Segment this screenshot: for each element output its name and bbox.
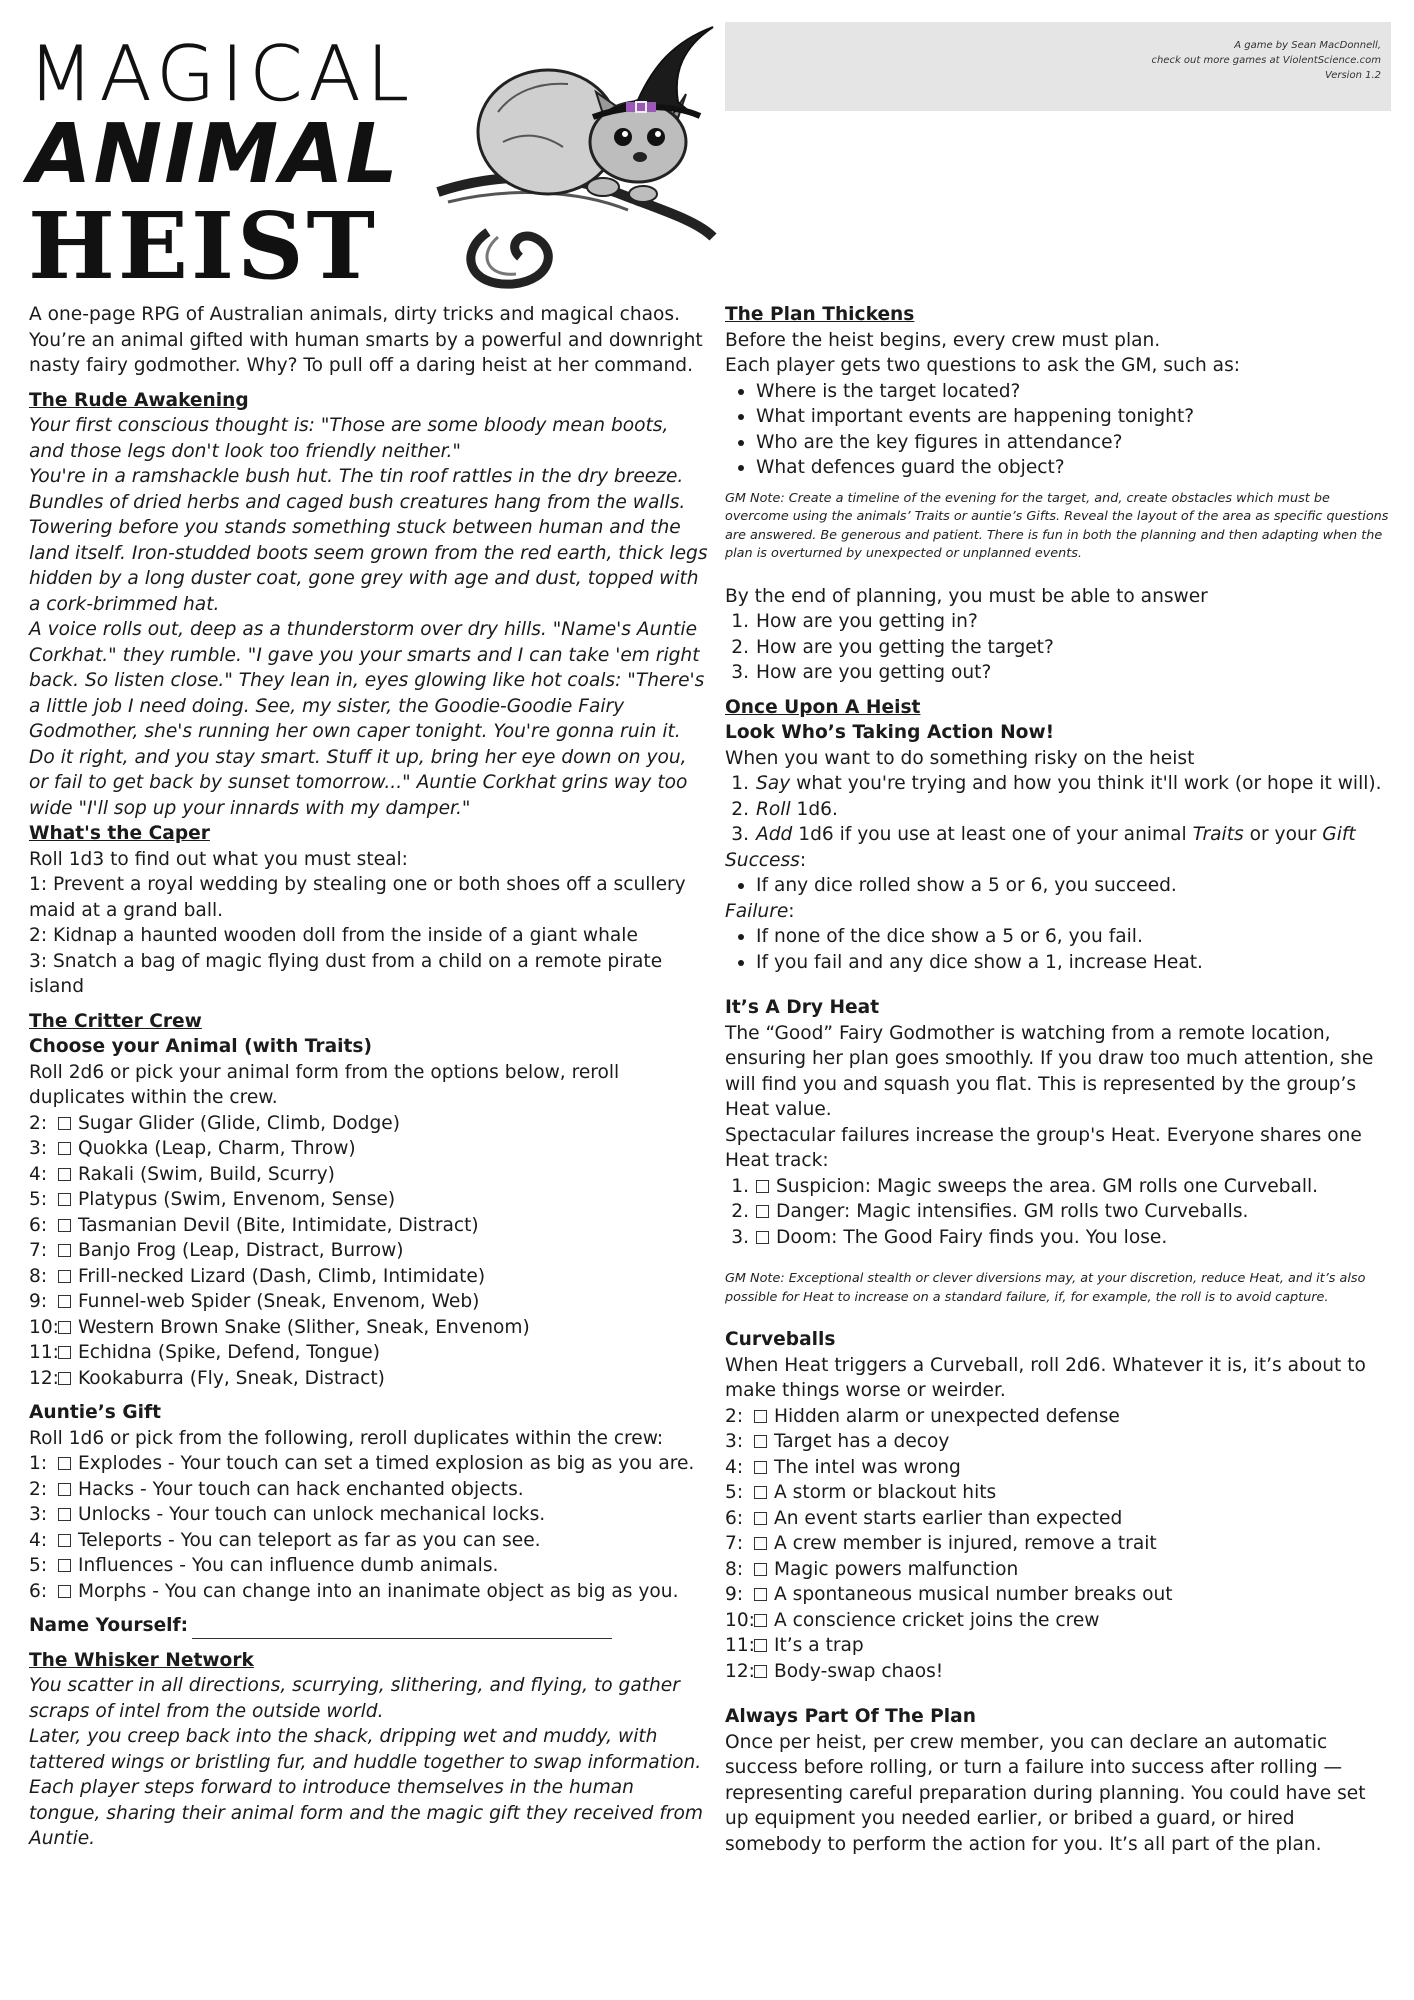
curveball-option	[725, 1480, 1395, 1506]
critter-crew-subheading: Choose your Animal (with Traits)	[29, 1036, 372, 1057]
item-text: How are you getting in?	[756, 611, 978, 632]
step-text: 1d6 if you use at least one of your animal	[792, 824, 1193, 845]
animal-option	[29, 1136, 709, 1162]
option-text: Banjo Frog (Leap, Distract, Burrow)	[78, 1240, 404, 1261]
auntie-gift-intro: Roll 1d6 or pick from the following, reroll duplicates within the crew:	[29, 1427, 664, 1449]
caper-intro: Roll 1d3 to find out what you must steal:	[29, 848, 408, 870]
failure-list	[725, 924, 1395, 975]
item-number: 1.	[731, 773, 749, 794]
section-critter-crew-heading: The Critter Crew	[29, 1010, 202, 1032]
checkbox[interactable]	[754, 1486, 767, 1499]
checkbox[interactable]	[754, 1410, 767, 1423]
option-text: Influences - You can influence dumb animals.	[78, 1555, 499, 1576]
checkbox[interactable]	[756, 1180, 769, 1193]
animal-option	[29, 1238, 709, 1264]
credit-box	[725, 22, 1391, 111]
option-text: A crew member is injured, remove a trait	[774, 1533, 1157, 1554]
item-text: Suspicion: Magic sweeps the area. GM rolls one Curveball.	[776, 1175, 1319, 1197]
option-number: 10:	[725, 1609, 755, 1631]
title-magical: MAGICAL	[28, 29, 415, 118]
curveballs-heading: Curveballs	[725, 1329, 836, 1350]
option-number: 12:	[29, 1367, 59, 1389]
curveball-option	[725, 1557, 1395, 1583]
option-text: A conscience cricket joins the crew	[774, 1609, 1100, 1631]
list-item	[725, 635, 1395, 661]
list-item: What important events are happening tonight?	[756, 404, 1395, 430]
success-label: Success	[725, 849, 800, 871]
curveball-option	[725, 1633, 1395, 1659]
gift-option	[29, 1477, 709, 1503]
checkbox[interactable]	[58, 1295, 71, 1308]
animal-options-list	[29, 1111, 709, 1392]
option-number: 11:	[29, 1342, 59, 1363]
section-rude-awakening-heading: The Rude Awakening	[29, 389, 249, 411]
option-number: 7:	[725, 1533, 744, 1554]
item-number: 3.	[731, 1226, 749, 1248]
list-item: If you fail and any dice show a 1, increase Heat.	[756, 950, 1395, 976]
gm-note-planning: GM Note: Create a timeline of the evening for the target, and, create obstacles which must be overcome using the animals’ Traits or auntie’s Gifts. Reveal the layout of the area as specific questions are answered. Be generous and patient. There is fun in both the planning and then adapting when the plan is overturned by unexpected or unplanned events.	[725, 490, 1389, 561]
list-item	[725, 797, 1395, 823]
animal-option	[29, 1289, 709, 1315]
gift-options-list	[29, 1451, 709, 1604]
name-yourself-label: Name Yourself:	[29, 1615, 189, 1636]
heat-track-item	[725, 1199, 1395, 1225]
step-verb: Add	[756, 824, 793, 845]
name-input-line[interactable]	[192, 1618, 612, 1639]
checkbox[interactable]	[754, 1435, 767, 1448]
list-item	[725, 822, 1395, 848]
option-number: 9:	[29, 1291, 48, 1312]
checkbox[interactable]	[754, 1588, 767, 1601]
gift-option	[29, 1502, 709, 1528]
step-text: or your	[1243, 824, 1323, 845]
checkbox[interactable]	[754, 1563, 767, 1576]
item-number: 2.	[731, 798, 749, 820]
awakening-paragraph-1: Your first conscious thought is: "Those are some bloody mean boots, and those legs don't look too friendly neither."	[29, 415, 669, 462]
checkbox[interactable]	[58, 1534, 71, 1547]
plan-paragraph-1: Before the heist begins, every crew must plan.	[725, 329, 1161, 351]
plan-end-list	[725, 609, 1395, 686]
curveballs-intro: When Heat triggers a Curveball, roll 2d6. Whatever it is, it’s about to make things worse or weirder.	[725, 1354, 1366, 1401]
list-item	[725, 771, 1395, 797]
section-caper-heading: What's the Caper	[29, 823, 210, 844]
option-number: 11:	[725, 1635, 755, 1656]
item-number: 3.	[731, 662, 749, 683]
success-list	[725, 873, 1395, 899]
option-text: A storm or blackout hits	[774, 1482, 997, 1503]
curveball-option	[725, 1608, 1395, 1634]
step-gift: Gift	[1322, 824, 1356, 845]
option-text: Morphs - You can change into an inanimate object as big as you.	[78, 1580, 679, 1602]
option-text: Frill-necked Lizard (Dash, Climb, Intimidate)	[78, 1265, 486, 1287]
checkbox[interactable]	[58, 1244, 71, 1257]
option-text: Hacks - Your touch can hack enchanted objects.	[78, 1478, 524, 1500]
checkbox[interactable]	[58, 1193, 71, 1206]
whisker-paragraph-3: Each player steps forward to introduce themselves in the human tongue, sharing their animal form and the magic gift they received from Auntie.	[29, 1777, 704, 1849]
checkbox[interactable]	[58, 1346, 71, 1359]
checkbox[interactable]	[58, 1483, 71, 1496]
option-text: Unlocks - Your touch can unlock mechanical locks.	[78, 1504, 546, 1525]
heist-steps-list	[725, 771, 1395, 848]
list-item: If any dice rolled show a 5 or 6, you succeed.	[756, 873, 1395, 899]
checkbox[interactable]	[756, 1231, 769, 1244]
item-text: Danger: Magic intensifies. GM rolls two Curveballs.	[776, 1201, 1249, 1222]
heat-track-item	[725, 1174, 1395, 1200]
animal-option	[29, 1111, 709, 1137]
option-text: Target has a decoy	[774, 1431, 950, 1452]
heat-track-item	[725, 1225, 1395, 1251]
list-item	[725, 660, 1395, 686]
option-text: Funnel-web Spider (Sneak, Envenom, Web)	[78, 1291, 480, 1312]
checkbox[interactable]	[58, 1321, 71, 1334]
section-whisker-network-heading: The Whisker Network	[29, 1649, 254, 1671]
item-number: 1.	[731, 611, 749, 632]
step-text: 1d6.	[790, 798, 838, 820]
credit-author: A game by Sean MacDonnell,	[1234, 40, 1381, 51]
list-item: What defences guard the object?	[756, 455, 1395, 481]
option-number: 6:	[29, 1580, 48, 1602]
curveball-option	[725, 1506, 1395, 1532]
checkbox[interactable]	[58, 1219, 71, 1232]
option-number: 2:	[725, 1405, 744, 1427]
animal-option	[29, 1213, 709, 1239]
option-text: It’s a trap	[774, 1635, 864, 1656]
option-text: Kookaburra (Fly, Sneak, Distract)	[78, 1367, 385, 1389]
gift-option	[29, 1553, 709, 1579]
option-number: 1:	[29, 1453, 48, 1474]
option-text: Western Brown Snake (Slither, Sneak, Envenom)	[78, 1316, 530, 1338]
list-item: Who are the key figures in attendance?	[756, 430, 1395, 456]
checkbox[interactable]	[58, 1508, 71, 1521]
heat-track-list	[725, 1174, 1395, 1251]
option-number: 5:	[725, 1482, 744, 1503]
possum-witch-hat-icon	[428, 22, 718, 292]
gift-option	[29, 1528, 709, 1554]
list-item: Where is the target located?	[756, 379, 1395, 405]
option-number: 10:	[29, 1316, 59, 1338]
dry-heat-paragraph-1: The “Good” Fairy Godmother is watching from a remote location, ensuring her plan goes smoothly. If you draw too much attention, she will find you and squash you flat. This is represented by the group’s Heat value.	[725, 1022, 1374, 1120]
dry-heat-paragraph-2: Spectacular failures increase the group's Heat. Everyone shares one Heat track:	[725, 1124, 1362, 1171]
curveball-option	[725, 1531, 1395, 1557]
option-text: Quokka (Leap, Charm, Throw)	[78, 1138, 356, 1159]
option-number: 4:	[725, 1456, 744, 1478]
dry-heat-heading: It’s A Dry Heat	[725, 997, 880, 1018]
caper-item: 2: Kidnap a haunted wooden doll from the inside of a giant whale	[29, 925, 638, 946]
item-number: 2.	[731, 1201, 749, 1222]
option-number: 6:	[725, 1507, 744, 1529]
option-text: Sugar Glider (Glide, Climb, Dodge)	[78, 1112, 400, 1134]
section-once-upon-heist-heading: Once Upon A Heist	[725, 696, 921, 718]
credit-version: Version 1.2	[1324, 70, 1381, 81]
curveball-option	[725, 1404, 1395, 1430]
option-number: 2:	[29, 1112, 48, 1134]
always-part-heading: Always Part Of The Plan	[725, 1706, 976, 1727]
list-item	[725, 609, 1395, 635]
option-number: 12:	[725, 1660, 755, 1682]
checkbox[interactable]	[754, 1665, 767, 1678]
option-text: Hidden alarm or unexpected defense	[774, 1405, 1120, 1427]
option-text: Rakali (Swim, Build, Scurry)	[78, 1163, 335, 1185]
checkbox[interactable]	[58, 1457, 71, 1470]
plan-questions-list	[725, 379, 1395, 481]
animal-option	[29, 1162, 709, 1188]
step-verb: Say	[756, 773, 791, 794]
curveball-option	[725, 1429, 1395, 1455]
animal-option	[29, 1366, 709, 1392]
checkbox[interactable]	[58, 1372, 71, 1385]
option-number: 3:	[725, 1431, 744, 1452]
option-number: 8:	[29, 1265, 48, 1287]
option-text: Tasmanian Devil (Bite, Intimidate, Distract)	[78, 1214, 479, 1236]
option-text: Explodes - Your touch can set a timed explosion as big as you are.	[78, 1453, 695, 1474]
checkbox[interactable]	[58, 1270, 71, 1283]
checkbox[interactable]	[754, 1614, 767, 1627]
option-text: The intel was wrong	[774, 1456, 961, 1478]
animal-option	[29, 1264, 709, 1290]
heist-subheading: Look Who’s Taking Action Now!	[725, 722, 1055, 743]
checkbox[interactable]	[756, 1205, 769, 1218]
step-text: what you're trying and how you think it'll work (or hope it will).	[790, 773, 1382, 794]
option-number: 9:	[725, 1584, 744, 1605]
item-number: 1.	[731, 1175, 749, 1197]
failure-label: Failure	[725, 900, 789, 922]
option-text: An event starts earlier than expected	[774, 1507, 1123, 1529]
checkbox[interactable]	[58, 1168, 71, 1181]
option-number: 8:	[725, 1558, 744, 1580]
option-number: 6:	[29, 1214, 48, 1236]
animal-option	[29, 1340, 709, 1366]
left-column	[29, 302, 709, 1852]
plan-end-intro: By the end of planning, you must be able to answer	[725, 585, 1208, 607]
option-number: 4:	[29, 1529, 48, 1551]
item-text: How are you getting the target?	[756, 636, 1054, 658]
curveball-option	[725, 1659, 1395, 1685]
title-animal: ANIMAL	[28, 107, 400, 202]
credit-website: check out more games at ViolentScience.com	[1151, 55, 1381, 66]
option-number: 3:	[29, 1138, 48, 1159]
awakening-paragraph-2: You're in a ramshackle bush hut. The tin roof rattles in the dry breeze. Bundles of dried herbs and caged bush creatures hang from the walls. Towering before you stands something stuck between human and the land itself. Iron-studded boots seem grown from the red earth, thick legs hidden by a long duster coat, gone grey with age and dust, topped with a cork-brimmed hat.	[29, 466, 708, 615]
gm-note-heat: GM Note: Exceptional stealth or clever diversions may, at your discretion, reduce Heat, and it’s also possible for Heat to increase on a standard failure, if, for example, the roll is to avoid capture.	[725, 1271, 1366, 1305]
option-number: 5:	[29, 1189, 48, 1210]
option-text: Magic powers malfunction	[774, 1558, 1019, 1580]
checkbox[interactable]	[754, 1639, 767, 1652]
checkbox[interactable]	[58, 1559, 71, 1572]
option-number: 7:	[29, 1240, 48, 1261]
gift-option	[29, 1579, 709, 1605]
title-heist: HEIST	[28, 192, 378, 300]
option-text: Teleports - You can teleport as far as you can see.	[78, 1529, 541, 1551]
list-item: If none of the dice show a 5 or 6, you fail.	[756, 924, 1395, 950]
curveball-option	[725, 1582, 1395, 1608]
animal-option	[29, 1315, 709, 1341]
checkbox[interactable]	[754, 1512, 767, 1525]
animal-option	[29, 1187, 709, 1213]
section-plan-thickens-heading: The Plan Thickens	[725, 304, 915, 325]
step-traits: Traits	[1192, 824, 1244, 845]
option-text: A spontaneous musical number breaks out	[774, 1584, 1173, 1605]
caper-item: 3: Snatch a bag of magic flying dust from a child on a remote pirate island	[29, 950, 663, 997]
caper-item: 1: Prevent a royal wedding by stealing one or both shoes off a scullery maid at a grand ball.	[29, 874, 686, 921]
heist-intro: When you want to do something risky on the heist	[725, 747, 1195, 769]
item-number: 3.	[731, 824, 749, 845]
whisker-paragraph-2: Later, you creep back into the shack, dripping wet and muddy, with tattered wings or bristling fur, and huddle together to swap information.	[29, 1726, 702, 1773]
plan-paragraph-2: Each player gets two questions to ask the GM, such as:	[725, 355, 1241, 376]
option-text: Body-swap chaos!	[774, 1660, 944, 1682]
item-number: 2.	[731, 636, 749, 658]
step-verb: Roll	[756, 798, 791, 820]
option-text: Echidna (Spike, Defend, Tongue)	[78, 1342, 380, 1363]
checkbox[interactable]	[754, 1461, 767, 1474]
auntie-gift-heading: Auntie’s Gift	[29, 1402, 161, 1423]
item-text: How are you getting out?	[756, 662, 992, 683]
checkbox[interactable]	[754, 1537, 767, 1550]
always-part-paragraph: Once per heist, per crew member, you can declare an automatic success before rolling, or turn a failure into success after rolling — representing careful preparation during planning. You could have set up equipment you needed earlier, or bribed a guard, or hired somebody to perform the action for you. It’s all part of the plan.	[725, 1731, 1366, 1855]
option-number: 2:	[29, 1478, 48, 1500]
awakening-paragraph-3: A voice rolls out, deep as a thunderstorm over dry hills. "Name's Auntie Corkhat." they rumble. "I gave you your smarts and I can take 'em right back. So listen close." They lean in, eyes glowing like hot coals: "There's a little job I need doing. See, my sister, the Goodie-Goodie Fairy Godmother, she's running her own caper tonight. You're gonna ruin it. Do it right, and you stay smart. Stuff it up, bring her eye down on you, or fail to get back by sunset tomorrow..." Auntie Corkhat grins way too wide "I'll sop up your innards with my damper."	[29, 619, 705, 819]
whisker-paragraph-1: You scatter in all directions, scurrying, slithering, and flying, to gather scraps of intel from the outside world.	[29, 1675, 680, 1722]
option-text: Platypus (Swim, Envenom, Sense)	[78, 1189, 396, 1210]
checkbox[interactable]	[58, 1142, 71, 1155]
curveball-options-list	[725, 1404, 1395, 1685]
option-number: 4:	[29, 1163, 48, 1185]
right-column: The Plan Thickens Before the heist begins, every crew must plan. Each player gets two questions to ask the GM, such as: Where is the target located? What important events are happening tonight? Who are the key figures in attendance? What defences guard the object? GM Note: Create a timeline of the evening for the target, and, create obstacles which must be overcome using the animals’ Traits or auntie’s Gifts. Reveal the layout of the area as specific questions are answered. Be generous and patient. There is fun in both the planning and then adapting when the plan is overturned by unexpected or unplanned events. By the end of planning, you must be able to answer 1. How are you getting in? 2. How are you getting the target? 3. How are you getting out? Once Upon A Heist Look Who’s Taking Action Now! When you want to do something risky on the heist 1. Say what you're trying and how you think it'll work (or hope it will). 2. Roll 1d6. 3. Add 1d6 if you use at least one of your animal Traits or your Gift Success: If any dice rolled show a 5 or 6, you succeed. Failure: If none of the dice show a 5 or 6, you fail. If you fail and any dice show a 1, increase Heat. It’s A Dry Heat The “Good” Fairy Godmother is watching from a remote location, ensuring her plan goes smoothly. If you draw too much attention, she will find you and squash you flat. This is represented by the group’s Heat value. Spectacular failures increase the group's Heat. Everyone shares one Heat track: 1. Suspicion: Magic sweeps the area. GM rolls one Curveball. 2. Danger: Magic intensifies. GM rolls two Curveballs. 3. Doom: The Good Fairy finds you. You lose. GM Note: Exceptional stealth or clever diversions may, at your discretion, reduce Heat, and it’s also possible for Heat to increase on a standard failure, if, for example, the roll is to avoid capture. Curveballs When Heat triggers a Curveball, roll 2d6. Whatever it is, it’s about to make things worse or weirder. 2: Hidden alarm or unexpected defense 3: Target has a decoy 4: The intel was wrong 5: A storm or blackout hits 6: An event starts earlier than expected 7: A crew member is injured, remove a trait 8: Magic powers malfunction 9: A spontaneous musical number breaks out 10: A conscience cricket joins the crew 11: It’s a trap 12: Body-swap chaos! Always Part Of The Plan Once per heist, per crew member, you can declare an automatic success before rolling, or turn a failure into success after rolling — representing careful preparation during planning. You could have set up equipment you needed earlier, or bribed a guard, or hired somebody to perform the action for you. It’s all part of the plan.	[725, 302, 1395, 1857]
checkbox[interactable]	[58, 1585, 71, 1598]
game-logo	[28, 22, 688, 300]
option-number: 3:	[29, 1504, 48, 1525]
critter-crew-intro: Roll 2d6 or pick your animal form from the options below, reroll duplicates within the crew.	[29, 1061, 620, 1108]
option-number: 5:	[29, 1555, 48, 1576]
item-text: Doom: The Good Fairy finds you. You lose.	[776, 1226, 1168, 1248]
gift-option	[29, 1451, 709, 1477]
curveball-option	[725, 1455, 1395, 1481]
intro-text: A one-page RPG of Australian animals, dirty tricks and magical chaos. You’re an animal gifted with human smarts by a powerful and downright nasty fairy godmother. Why? To pull off a daring heist at her command.	[29, 304, 703, 376]
checkbox[interactable]	[58, 1117, 71, 1130]
